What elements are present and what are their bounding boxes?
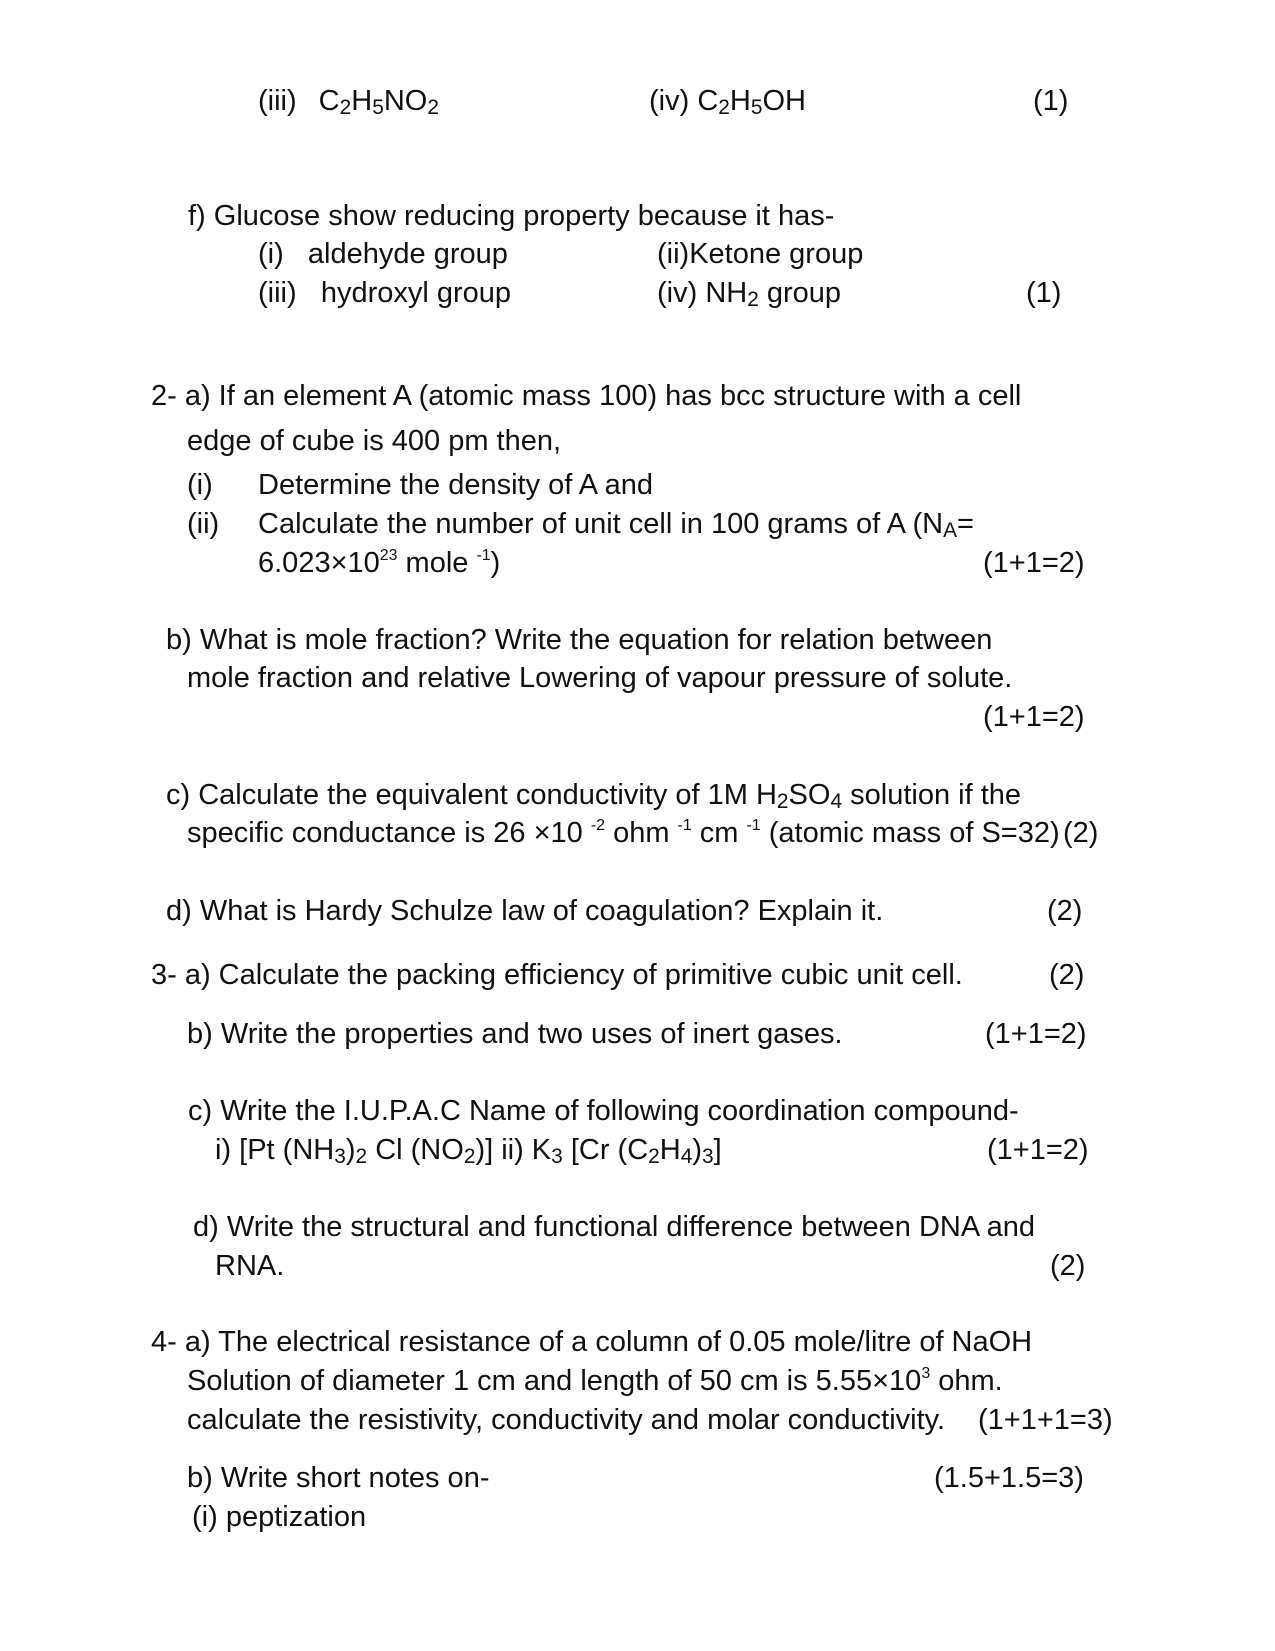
q2b-line1: b) What is mole fraction? Write the equation for relation between: [166, 624, 993, 656]
q2b-marks: (1+1=2): [983, 701, 1085, 733]
q2b-line2: mole fraction and relative Lowering of vapour pressure of solute.: [187, 662, 1013, 694]
q3c-line2: i) [Pt $(NH_3)_2$ Cl $(NO_2)$] ii) $K_3$ [Cr $(C_2H_4)_3$]: [215, 1134, 722, 1168]
q4a-line2: Solution of diameter 1 cm and length of 50 cm is $5.55\times 10^3$ ohm.: [187, 1365, 1003, 1397]
q2d-text: d) What is Hardy Schulze law of coagulation? Explain it.: [166, 895, 884, 927]
q3c-marks: (1+1=2): [987, 1134, 1089, 1166]
q3d-line2: RNA.: [215, 1250, 285, 1282]
q2c-line2: specific conductance is 26 ×10 $^{-2}$ ohm $^{-1}$ cm $^{-1}$ (atomic mass of S=32): [187, 817, 1060, 849]
q4b-marks: (1.5+1.5=3): [934, 1462, 1084, 1494]
q1f-marks: (1): [1026, 277, 1062, 309]
q2d-marks: (2): [1047, 895, 1083, 927]
q1e-option-iv: (iv) $C_2H_5OH$: [649, 85, 806, 119]
q1f-option-iv: (iv) $NH_2$ group: [657, 277, 842, 311]
q1f-question: f) Glucose show reducing property because it has-: [188, 200, 835, 232]
q3d-line1: d) Write the structural and functional difference between DNA and: [193, 1211, 1036, 1243]
q2a-i-text: Determine the density of A and: [258, 469, 653, 501]
q2a-line1: 2- a) If an element A (atomic mass 100) has bcc structure with a cell: [151, 380, 1022, 412]
q3c-line1: c) Write the I.U.P.A.C Name of following coordination compound-: [188, 1095, 1019, 1127]
q2c-line1: c) Calculate the equivalent conductivity of 1M $H_2SO_4$ solution if the: [166, 779, 1022, 813]
q2a-ii-label: (ii): [187, 508, 220, 540]
q1e-marks: (1): [1033, 85, 1069, 117]
q2a-ii-text: Calculate the number of unit cell in 100 grams of A ($N_A=$: [258, 508, 974, 542]
q4b-text: b) Write short notes on-: [187, 1462, 490, 1494]
q2a-ii-avogadro: $6.023\times 10^{23}$ mole $^{-1}$): [258, 547, 501, 579]
q4a-line1: 4- a) The electrical resistance of a column of 0.05 mole/litre of NaOH: [151, 1326, 1033, 1358]
q4a-line3: calculate the resistivity, conductivity and molar conductivity.: [187, 1404, 946, 1436]
q3b-marks: (1+1=2): [985, 1018, 1087, 1050]
q2a-i-label: (i): [187, 469, 213, 501]
q3a-text: 3- a) Calculate the packing efficiency of primitive cubic unit cell.: [151, 959, 963, 991]
q4b-item-i: (i) peptization: [192, 1501, 367, 1533]
q1e-option-iii-label: (iii): [258, 85, 297, 117]
q3b-text: b) Write the properties and two uses of inert gases.: [187, 1018, 843, 1050]
q1f-option-i: (i) aldehyde group: [258, 238, 508, 270]
q3d-marks: (2): [1050, 1250, 1086, 1282]
q2c-marks: (2): [1063, 817, 1099, 849]
q3a-marks: (2): [1049, 959, 1085, 991]
q4a-marks: (1+1+1=3): [978, 1404, 1113, 1436]
q2a-marks: (1+1=2): [983, 547, 1085, 579]
q1e-option-iii: (iii) $C_2H_5NO_2$: [258, 85, 439, 119]
q2a-line2: edge of cube is 400 pm then,: [187, 425, 562, 457]
q1f-option-ii: (ii)Ketone group: [657, 238, 864, 270]
q1f-option-iii: (iii) hydroxyl group: [258, 277, 512, 309]
